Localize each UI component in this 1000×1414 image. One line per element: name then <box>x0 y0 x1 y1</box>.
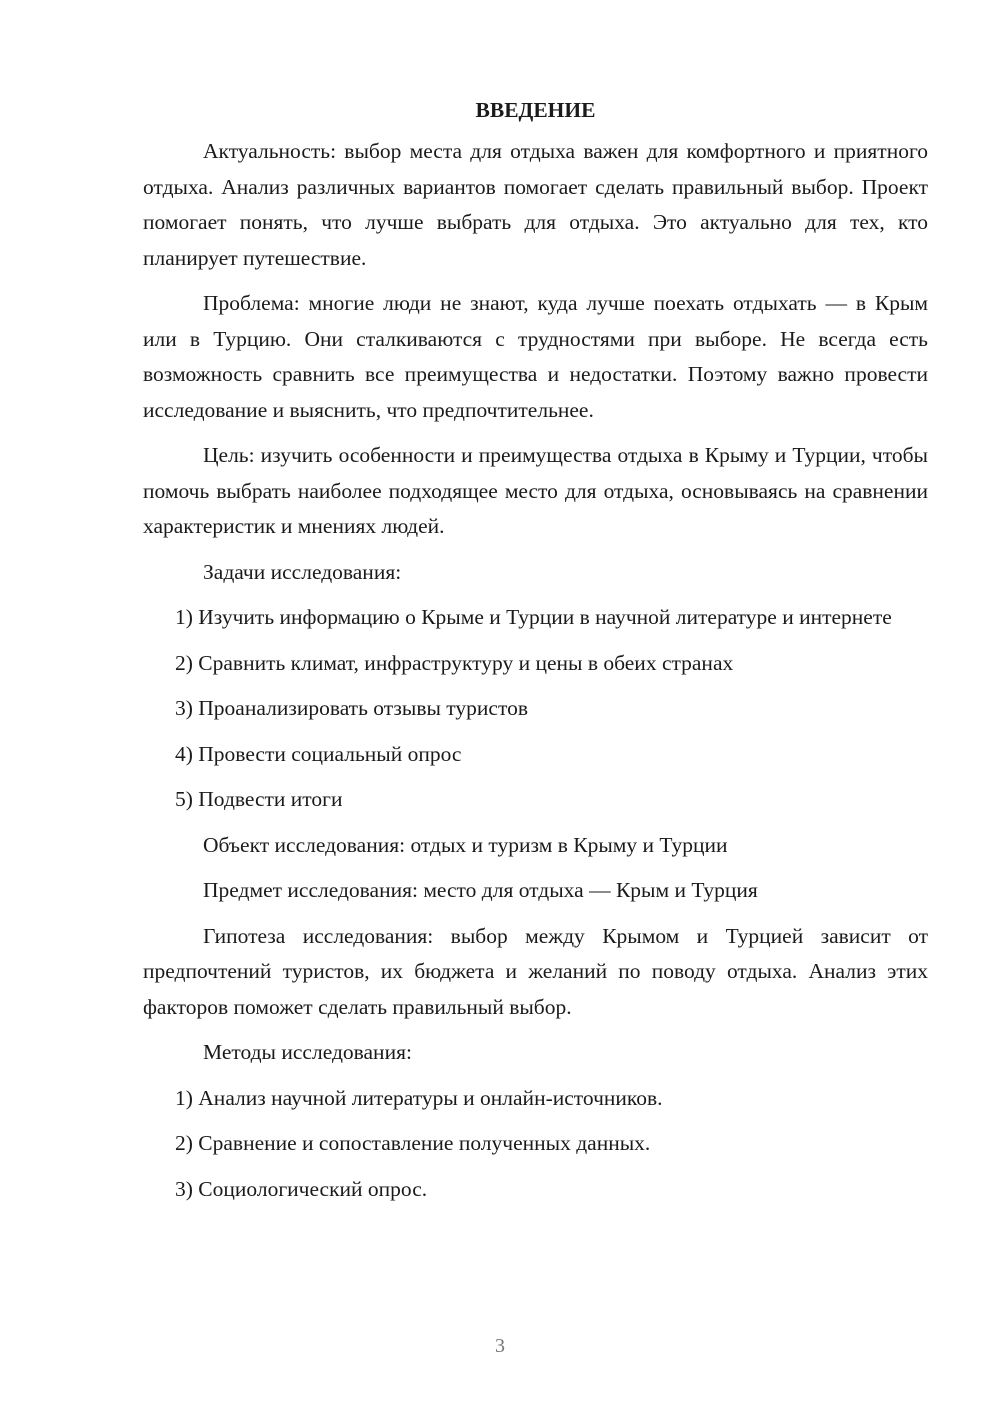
tasks-title: Задачи исследования: <box>203 559 402 584</box>
hypothesis-paragraph: Гипотеза исследования: выбор между Крымом и Турцией зависит от предпочтений туристов, их бюджета и желаний по поводу отдыха. Анализ этих факторов поможет сделать правильный выбор. <box>143 923 928 1019</box>
task-item: 5) Подвести итоги <box>175 787 343 811</box>
problem-paragraph: Проблема: многие люди не знают, куда лучше поехать отдыхать — в Крым или в Турцию. Они сталкиваются с трудностями при выборе. Не всегда есть возможность сравнить все преимущества и недостатки. Поэтому важно провести исследование и выяснить, что предпочтительнее. <box>143 291 928 422</box>
task-item: 3) Проанализировать отзывы туристов <box>175 696 528 720</box>
methods-title: Методы исследования: <box>203 1040 412 1064</box>
relevance-paragraph: Актуальность: выбор места для отдыха важен для комфортного и приятного отдыха. Анализ различных вариантов помогает сделать правильный выбор. Проект помогает понять, что лучше выбрать для отдыха. Это актуально для тех, кто планирует путешествие. <box>143 139 928 270</box>
document-page <box>143 92 928 1217</box>
object-paragraph: Объект исследования: отдых и туризм в Крыму и Турции <box>203 832 728 857</box>
method-item: 2) Сравнение и сопоставление полученных данных. <box>175 1131 651 1155</box>
method-item: 1) Анализ научной литературы и онлайн-источников. <box>175 1085 663 1110</box>
subject-paragraph: Предмет исследования: место для отдыха — Крым и Турция <box>203 878 758 902</box>
goal-paragraph: Цель: изучить особенности и преимущества отдыха в Крыму и Турции, чтобы помочь выбрать наиболее подходящее место для отдыха, основываясь на сравнении характеристик и мнениях людей. <box>143 443 928 538</box>
task-item: 1) Изучить информацию о Крыме и Турции в научной литературе и интернете <box>175 605 892 629</box>
page-number: 3 <box>495 1335 505 1357</box>
task-item: 2) Сравнить климат, инфраструктуру и цены в обеих странах <box>175 650 734 675</box>
section-heading: ВВЕДЕНИЕ <box>475 98 596 122</box>
method-item: 3) Социологический опрос. <box>175 1176 428 1201</box>
task-item: 4) Провести социальный опрос <box>175 741 462 766</box>
